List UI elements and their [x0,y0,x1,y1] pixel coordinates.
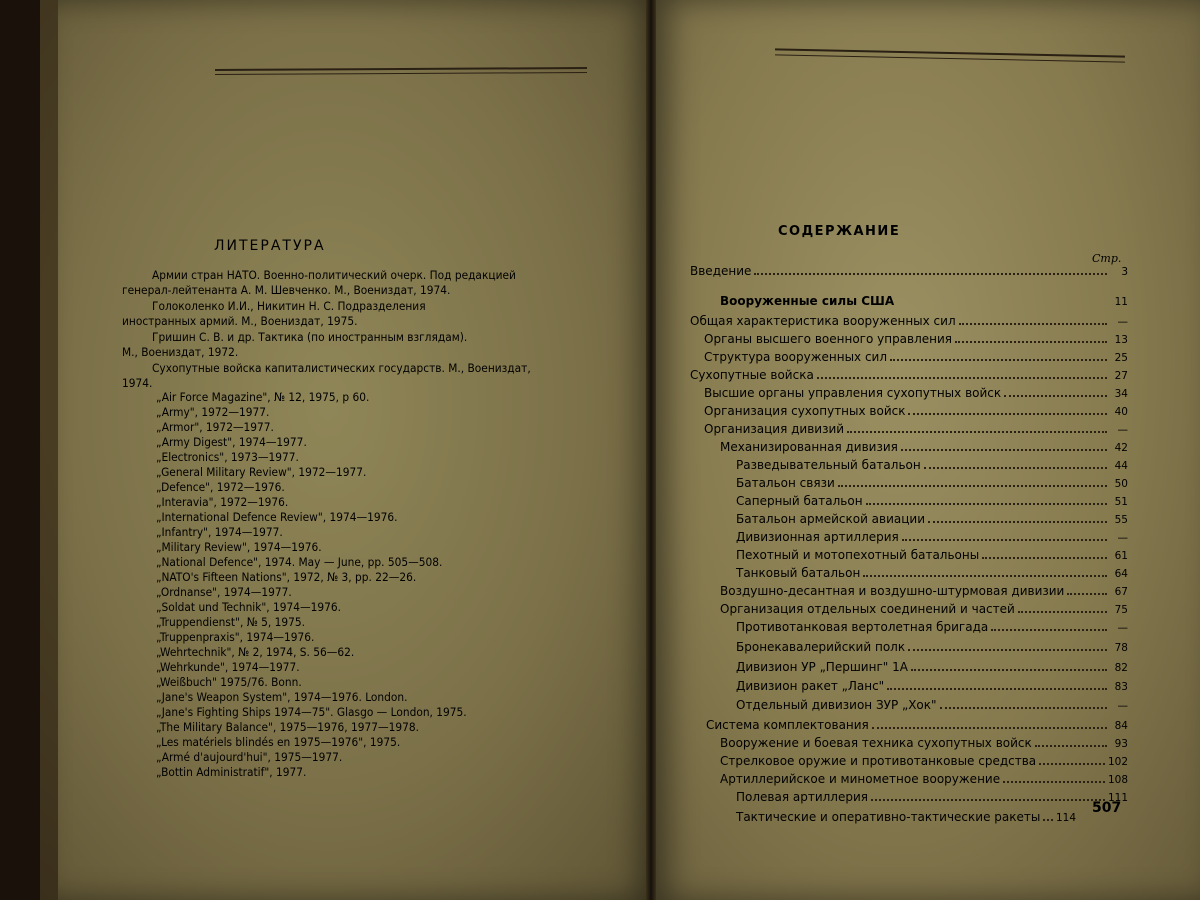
reference-line: иностранных армий. М., Воениздат, 1975. [122,314,358,328]
reference-line: генерал-лейтенанта А. М. Шевченко. М., Воениздат, 1974. [122,283,451,297]
reference-line: Сухопутные войска капиталистических государств. М., Воениздат, [152,361,531,375]
periodical-line: „Les matériels blindés en 1975—1976", 1975. [156,735,401,749]
toc-entry: Сухопутные войска 27 [690,368,1128,382]
toc-entry: Дивизион УР „Першинг" 1А 82 [736,660,1128,674]
periodical-line: „Wehrkunde", 1974—1977. [156,660,300,674]
top-rule [215,72,587,75]
toc-entry: Стрелковое оружие и противотанковые средства 102 [720,754,1128,768]
periodical-line: „Bottin Administratif", 1977. [156,765,307,779]
toc-entry: Введение 3 [690,264,1128,278]
periodical-line: „The Military Balance", 1975—1976, 1977—1978. [156,720,419,734]
periodical-line: „Defence", 1972—1976. [156,480,285,494]
toc-entry: Тактические и оперативно-тактические ракеты 114 [736,810,1076,824]
periodical-line: „Ordnanse", 1974—1977. [156,585,292,599]
periodical-line: „Weißbuch" 1975/76. Bonn. [156,675,302,689]
toc-entry: Организация сухопутных войск 40 [704,404,1128,418]
periodical-line: „Interavia", 1972—1976. [156,495,289,509]
periodical-line: „Jane's Fighting Ships 1974—75". Glasgo — London, 1975. [156,705,467,719]
toc-entry: Вооруженные силы США 11 [720,294,1128,308]
toc-entry: Артиллерийское и минометное вооружение 108 [720,772,1128,786]
periodical-line: „Soldat und Technik", 1974—1976. [156,600,342,614]
periodical-line: „International Defence Review", 1974—1976. [156,510,398,524]
periodical-line: „Truppendienst", № 5, 1975. [156,615,305,629]
reference-line: М., Воениздат, 1972. [122,345,239,359]
periodical-line: „Jane's Weapon System", 1974—1976. London. [156,690,408,704]
periodical-line: „Army Digest", 1974—1977. [156,435,307,449]
periodical-line: „General Military Review", 1972—1977. [156,465,367,479]
periodical-line: „Army", 1972—1977. [156,405,270,419]
contents-title: СОДЕРЖАНИЕ [778,224,901,239]
periodical-line: „Infantry", 1974—1977. [156,525,283,539]
periodical-line: „Truppenpraxis", 1974—1976. [156,630,315,644]
toc-entry: Пехотный и мотопехотный батальоны 61 [736,548,1128,562]
toc-entry: Отдельный дивизион ЗУР „Хок" — [736,698,1128,712]
toc-entry: Танковый батальон 64 [736,566,1128,580]
reference-line: 1974. [122,376,153,390]
periodical-line: „Military Review", 1974—1976. [156,540,322,554]
toc-entry: Батальон связи 50 [736,476,1128,490]
toc-entry: Бронекавалерийский полк 78 [736,640,1128,654]
toc-entry: Высшие органы управления сухопутных войск 34 [704,386,1128,400]
toc-entry: Воздушно-десантная и воздушно-штурмовая дивизии 67 [720,584,1128,598]
book-gutter [646,0,656,900]
toc-entry: Структура вооруженных сил 25 [704,350,1128,364]
toc-entry: Батальон армейской авиации 55 [736,512,1128,526]
toc-entry: Вооружение и боевая техника сухопутных войск 93 [720,736,1128,750]
periodical-line: „Armor", 1972—1977. [156,420,274,434]
toc-entry: Система комплектования 84 [706,718,1128,732]
toc-entry: Полевая артиллерия 111 [736,790,1128,804]
reference-line: Гришин С. В. и др. Тактика (по иностранным взглядам). [152,330,468,344]
toc-entry: Механизированная дивизия 42 [720,440,1128,454]
toc-entry: Организация отдельных соединений и частей 75 [720,602,1128,616]
reference-line: Армии стран НАТО. Военно-политический очерк. Под редакцией [152,268,516,282]
toc-entry: Дивизионная артиллерия — [736,530,1128,544]
periodical-line: „Armé d'aujourd'hui", 1975—1977. [156,750,343,764]
page-number: 507 [1092,800,1122,816]
periodical-line: „NATO's Fifteen Nations", 1972, № 3, pp. 22—26. [156,570,417,584]
bibliography-title: ЛИТЕРАТУРА [214,238,326,254]
toc-entry: Дивизион ракет „Ланс" 83 [736,679,1128,693]
toc-entry: Противотанковая вертолетная бригада — [736,620,1128,634]
toc-entry: Разведывательный батальон 44 [736,458,1128,472]
periodical-line: „Electronics", 1973—1977. [156,450,299,464]
toc-entry: Общая характеристика вооруженных сил — [690,314,1128,328]
page-column-label: Стр. [1092,252,1122,265]
top-rule [215,67,587,71]
toc-entry: Организация дивизий — [704,422,1128,436]
periodical-line: „Air Force Magazine", № 12, 1975, p 60. [156,390,370,404]
periodical-line: „National Defence", 1974. May — June, pp. 505—508. [156,555,443,569]
periodical-line: „Wehrtechnik", № 2, 1974, S. 56—62. [156,645,355,659]
toc-entry: Саперный батальон 51 [736,494,1128,508]
reference-line: Голоколенко И.И., Никитин Н. С. Подразделения [152,299,426,313]
toc-entry: Органы высшего военного управления 13 [704,332,1128,346]
